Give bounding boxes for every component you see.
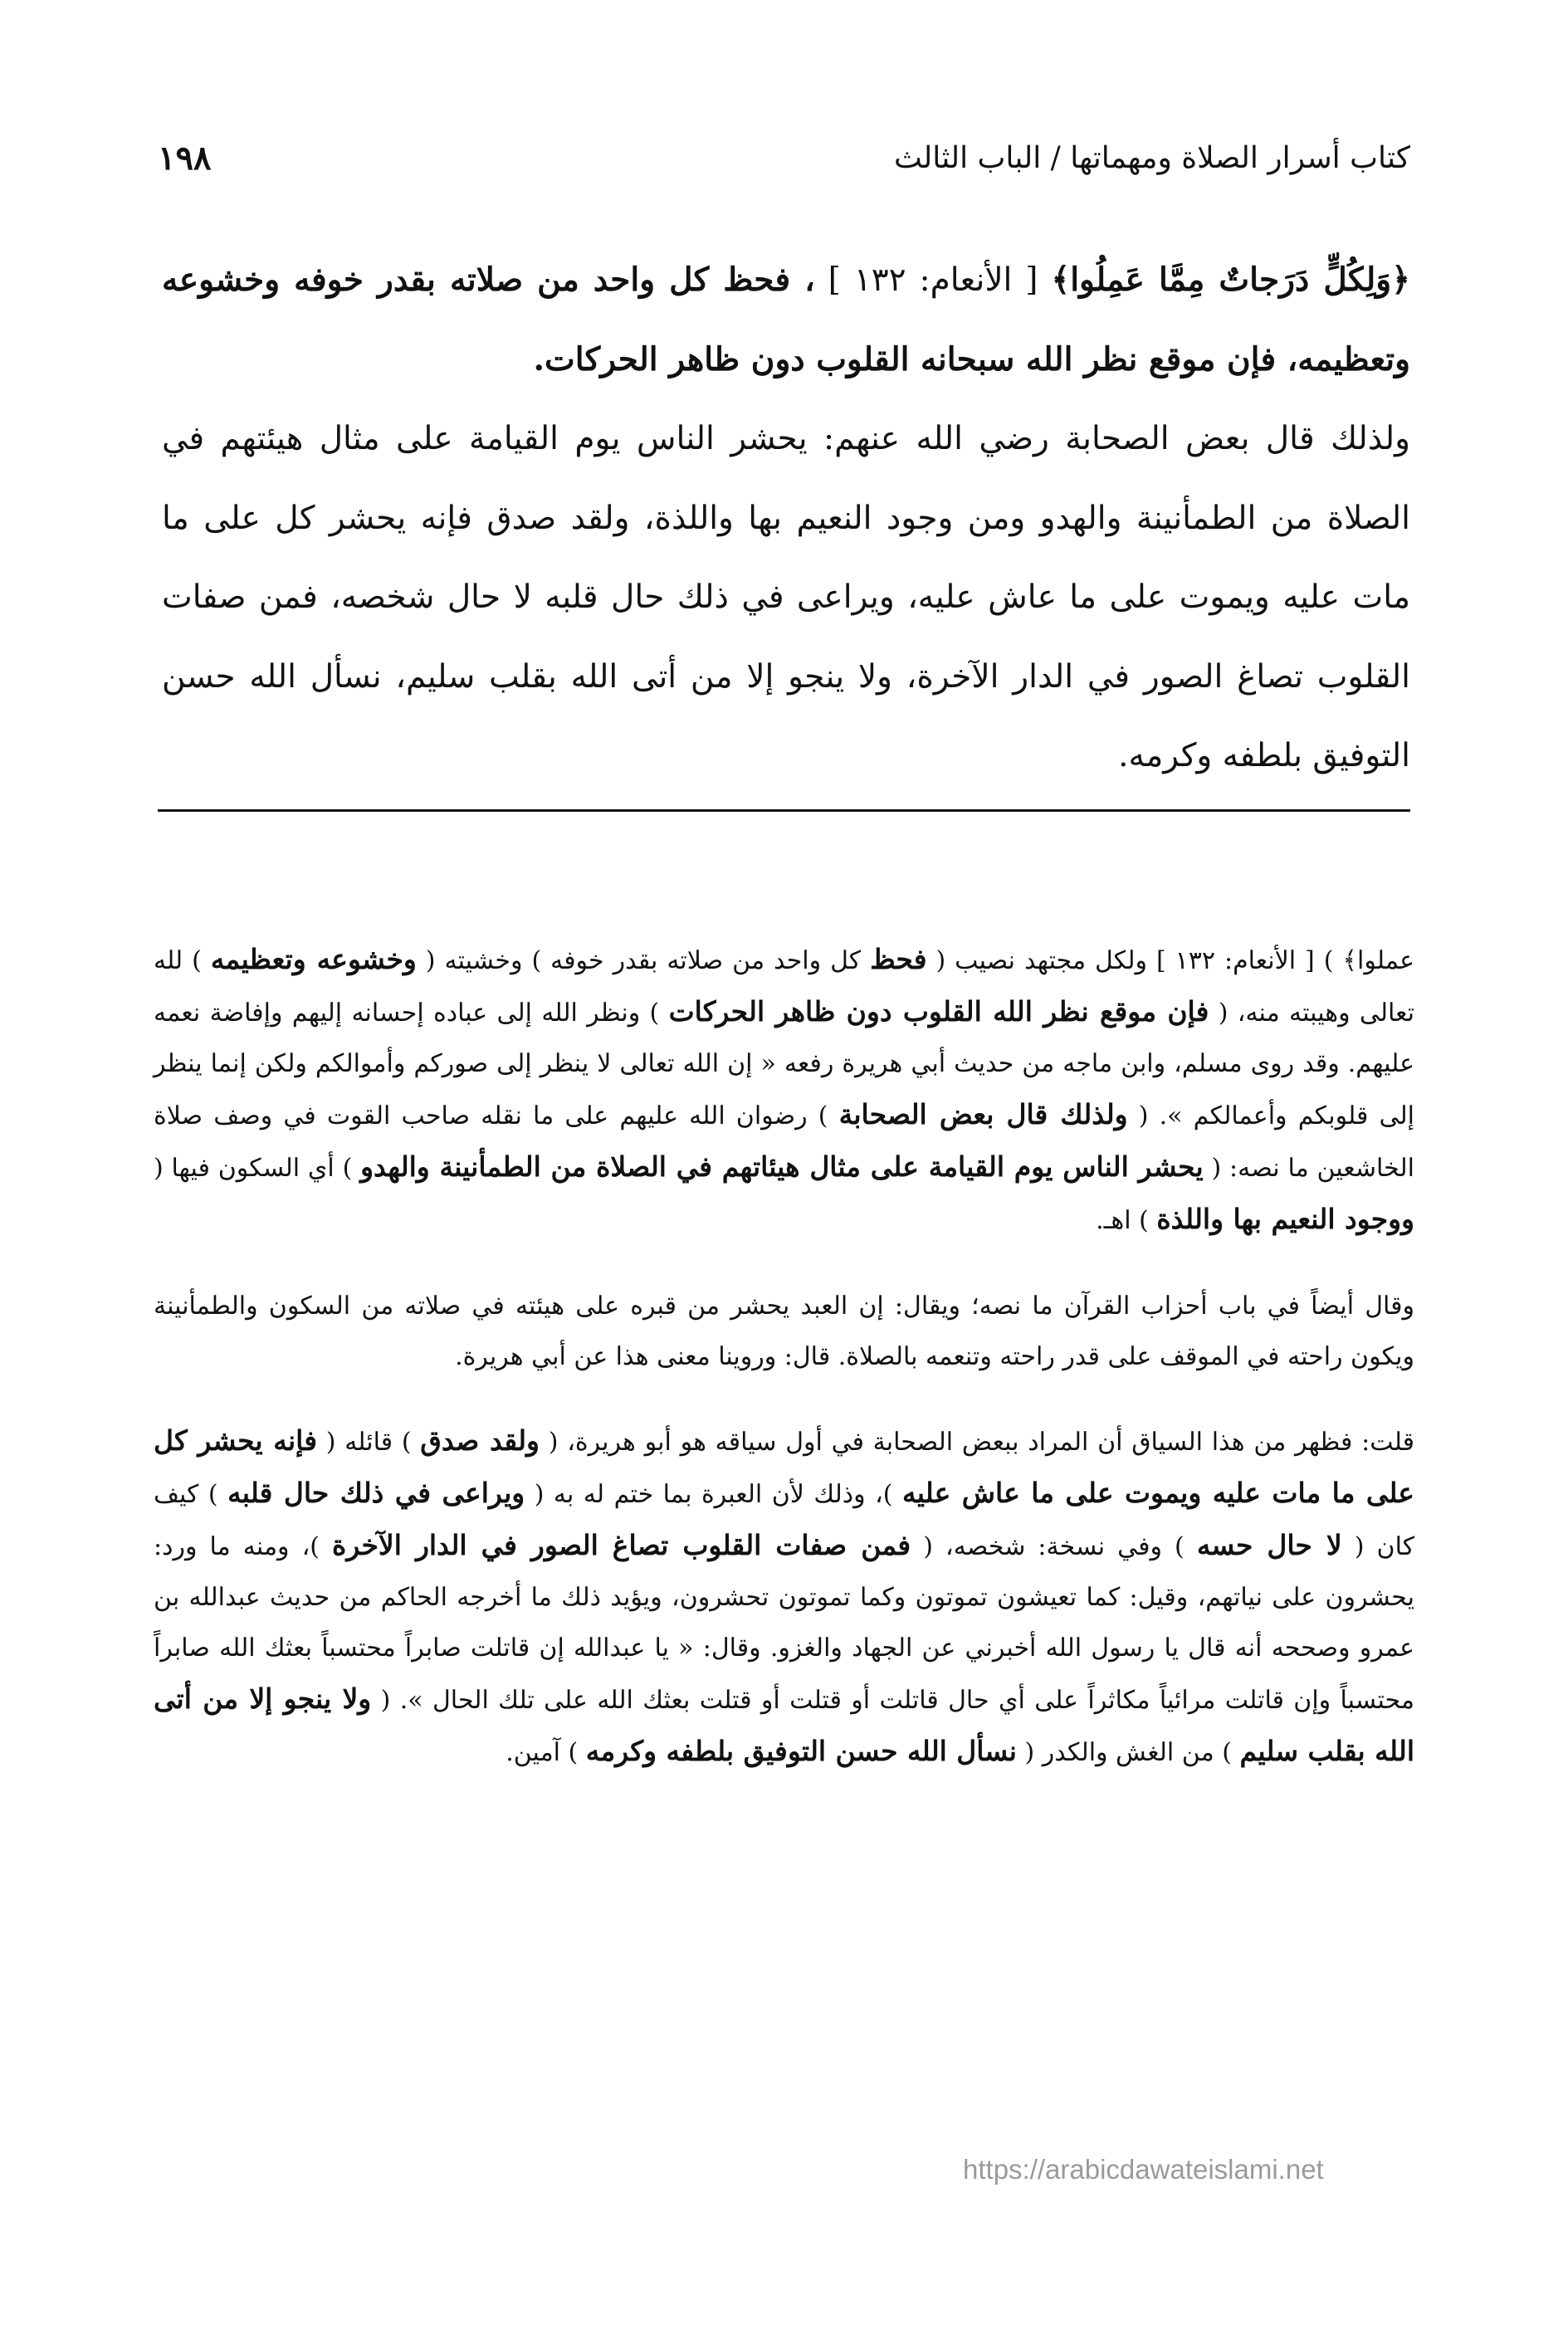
commentary-text: ) ونظر الله إلى عباده إحسانه إليهم وإفاضة نعمه عليهم. وقد روى مسلم، وابن ماجه من حديث أبي هريرة رفعه « إن الله تعالى لا ينظر إلى صوركم وأموالكم ولكن إنما ينظر إلى قلوبكم وأعمالكم ». ( bbox=[154, 999, 1414, 1130]
commentary-quoted-text: ولذلك قال بعض الصحابة bbox=[838, 1098, 1128, 1130]
commentary-text: ) كيف كان ( bbox=[154, 1480, 1414, 1561]
verse-reference: [ الأنعام: ١٣٢ ] bbox=[814, 261, 1052, 299]
commentary-quoted-text: ولقد صدق bbox=[420, 1424, 540, 1457]
main-text-2: ولذلك قال بعض الصحابة رضي الله عنهم: يحشر الناس يوم القيامة على مثال هيئتهم في الصلاة من الطمأنينة والهدو ومن وجود النعيم بها واللذة، ولقد صدق فإنه يحشر كل على ما مات عليه ويموت على ما عاش عليه، ويراعى في ذلك حال قلبه لا حال شخصه، فمن صفات القلوب تصاغ الصور في الدار الآخرة، ولا ينجو إلا من أتى الله بقلب سليم، نسأل الله حسن التوفيق بلطفه وكرمه. bbox=[162, 420, 1410, 774]
commentary-text: قلت: فظهر من هذا السياق أن المراد ببعض الصحابة في أول سياقه هو أبو هريرة، ( bbox=[539, 1428, 1414, 1457]
commentary-text: ) رضوان الله عليهم على ما نقله صاحب القوت في وصف صلاة الخاشعين ما نصه: ( bbox=[154, 1101, 1414, 1183]
commentary-quoted-text: فحظ bbox=[870, 943, 927, 975]
commentary-paragraph-3 bbox=[154, 1415, 1414, 1778]
main-text bbox=[162, 241, 1410, 796]
commentary-paragraph-1 bbox=[154, 934, 1414, 1246]
commentary-text: )، ومنه ما ورد: يحشرون على نياتهم، وقيل: كما تعيشون تموتون وكما تموتون تحشرون، ويؤيد ذلك ما أخرجه الحاكم من حديث عبدالله بن عمرو وصححه أنه قال يا رسول الله أخبرني عن الجهاد والغزو. وقال: « يا عبدالله إن قاتلت صابراً محتسباً بعثك الله صابراً محتسباً وإن قاتلت مرائياً مكاثراً على أي حال قاتلت أو قتلت أو قتلت بعثك الله على تلك الحال ». ( bbox=[154, 1532, 1414, 1715]
commentary bbox=[154, 934, 1414, 1811]
main-paragraph-2 bbox=[162, 399, 1410, 796]
commentary-text: )، وذلك لأن العبرة بما ختم له به ( bbox=[525, 1480, 903, 1509]
commentary-text: ) اهـ. bbox=[1096, 1206, 1157, 1235]
commentary-text: ) وفي نسخة: شخصه، ( bbox=[911, 1532, 1197, 1561]
commentary-text: ) قائله ( bbox=[316, 1428, 421, 1457]
commentary-quoted-text: ووجود النعيم بها واللذة bbox=[1156, 1203, 1414, 1235]
commentary-text: ) أي السكون فيها ( bbox=[154, 1154, 361, 1183]
website-watermark: https://arabicdawateislami.net bbox=[963, 2154, 1324, 2185]
commentary-text: كل واحد من صلاته بقدر خوفه ) وخشيته ( bbox=[416, 946, 871, 975]
quran-verse: ﴿وَلِكُلٍّ دَرَجاتٌ مِمَّا عَمِلُوا﴾ bbox=[1051, 261, 1410, 299]
commentary-text: ) لله تعالى وهيبته منه، ( bbox=[154, 946, 1415, 1028]
page-header bbox=[158, 133, 1410, 183]
commentary-text: وقال أيضاً في باب أحزاب القرآن ما نصه؛ ويقال: إن العبد يحشر من قبره على هيئته في صلاته من السكون والطمأنينة ويكون راحته في الموقف على قدر راحته وتنعمه بالصلاة. قال: وروينا معنى هذا عن أبي هريرة. bbox=[154, 1292, 1414, 1371]
commentary-quoted-text: نسأل الله حسن التوفيق بلطفه وكرمه bbox=[585, 1735, 1017, 1767]
commentary-quoted-text: ولا ينجو إلا من أتى الله بقلب سليم bbox=[154, 1682, 1414, 1767]
page-number: ١٩٨ bbox=[158, 138, 212, 178]
commentary-quoted-text: لا حال حسه bbox=[1196, 1529, 1342, 1561]
running-title: كتاب أسرار الصلاة ومهماتها / الباب الثالث bbox=[893, 140, 1410, 175]
commentary-quoted-text: فمن صفات القلوب تصاغ الصور في الدار الآخرة bbox=[332, 1529, 911, 1561]
commentary-quoted-text: فإنه يحشر كل على ما مات عليه ويموت على ما عاش عليه bbox=[154, 1424, 1414, 1509]
commentary-text: عملوا﴾ ) [ الأنعام: ١٣٢ ] ولكل مجتهد نصيب ( bbox=[926, 946, 1414, 975]
commentary-text: ) آمين. bbox=[506, 1738, 586, 1767]
commentary-quoted-text: وخشوعه وتعظيمه bbox=[210, 943, 417, 975]
commentary-quoted-text: فإن موقع نظر الله القلوب دون ظاهر الحركات bbox=[668, 995, 1209, 1028]
main-text-1: ، فحظ كل واحد من صلاته بقدر خوفه وخشوعه وتعظيمه، فإن موقع نظر الله سبحانه القلوب دون ظاهر الحركات. bbox=[162, 261, 1410, 378]
commentary-quoted-text: يحشر الناس يوم القيامة على مثال هيئاتهم في الصلاة من الطمأنينة والهدو bbox=[360, 1150, 1204, 1183]
footnote-separator bbox=[158, 809, 1410, 812]
commentary-quoted-text: ويراعى في ذلك حال قلبه bbox=[227, 1477, 525, 1509]
commentary-paragraph-2 bbox=[154, 1281, 1414, 1382]
commentary-text: ) من الغش والكدر ( bbox=[1016, 1738, 1240, 1767]
main-paragraph-1 bbox=[162, 241, 1410, 399]
